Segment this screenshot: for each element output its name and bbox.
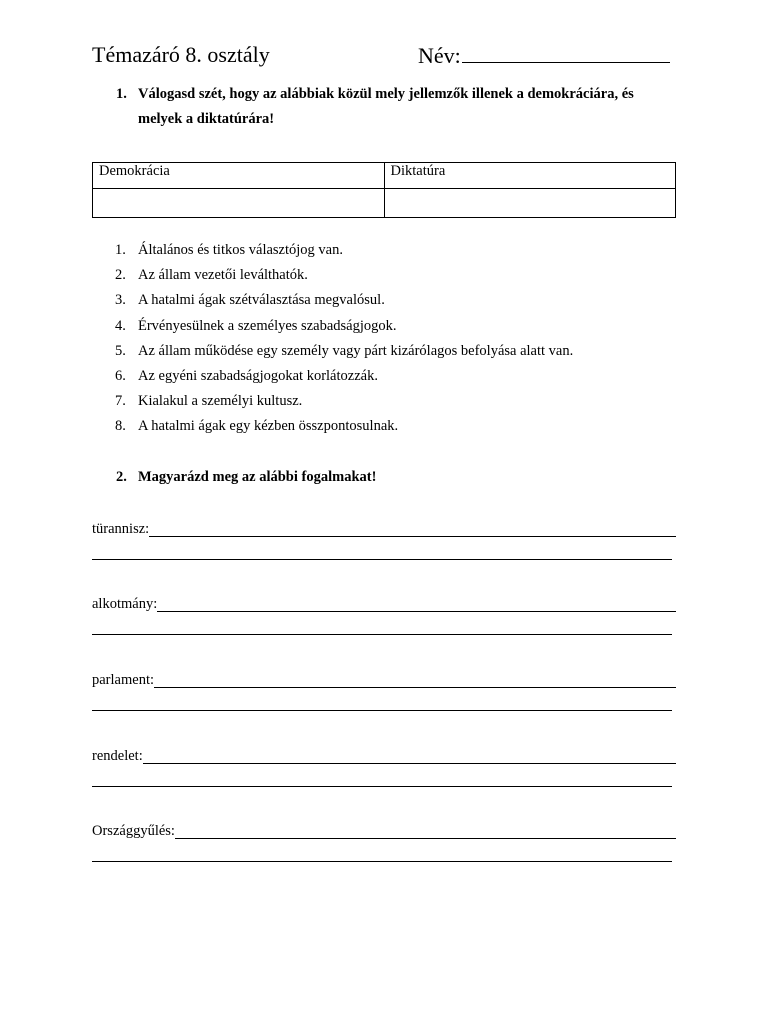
column-header-democracy: Demokrácia (93, 163, 385, 189)
page-title: Témazáró 8. osztály (92, 42, 270, 67)
term-label: parlament: (92, 672, 155, 688)
term-label: alkotmány: (92, 596, 158, 612)
term-label: rendelet: (92, 748, 143, 764)
term-turannisz (92, 519, 676, 560)
question-text: Válogasd szét, hogy az alábbiak közül mely jellemzők illenek a demokráciára, és melyek a diktatúrára! (138, 86, 634, 127)
answer-line[interactable] (92, 539, 672, 560)
answer-cell-dictatorship[interactable] (384, 189, 676, 218)
term-orszaggyules (92, 821, 676, 862)
answer-line[interactable] (175, 824, 676, 839)
answer-line[interactable] (154, 673, 676, 688)
answer-line[interactable] (92, 614, 672, 635)
question-text: Magyarázd meg az alábbi fogalmakat! (138, 469, 377, 485)
answer-line[interactable] (157, 597, 676, 612)
name-blank-line[interactable] (462, 42, 670, 63)
answer-line[interactable] (149, 522, 676, 537)
worksheet-page: Témazáró 8. osztály Név: 1. Válogasd szét, hogy az alábbiak közül mely jellemzők illenek a demokráciára, és melyek a diktatúrára! Demokrácia Diktatúra 1. Általános és titkos választójog van. 2. Az állam vezetői leválthatók. 3. A hatalmi ágak szétválasztása megvalósul. 4. Érvényesülnek a személyes szabadságjogok. 5. Az állam működése egy személy vagy párt kizárólagos befolyása alatt van. 6. Az egyéni szabadságjogokat korlátozzák. 7. Kialakul a személyi kultusz. 8. A hatalmi ágak egy kézben összpontosulnak. 2. Magyarázd meg az alábbi fogalmakat! türannisz: alkotmány: parlament: rendelet: Országgyűlés: (0, 0, 768, 1024)
term-label: Országgyűlés: (92, 823, 175, 839)
table-answer-row (93, 189, 676, 218)
answer-cell-democracy[interactable] (93, 189, 385, 218)
answer-line[interactable] (92, 766, 672, 787)
answer-line[interactable] (92, 690, 672, 711)
table-header-row (93, 163, 676, 189)
question-number: 2. (116, 469, 127, 485)
term-rendelet (92, 746, 676, 787)
classification-table (92, 162, 676, 218)
answer-line[interactable] (143, 749, 676, 764)
name-label: Név: (418, 43, 461, 68)
answer-line[interactable] (92, 841, 672, 862)
column-header-dictatorship: Diktatúra (384, 163, 676, 189)
term-parlament (92, 670, 676, 711)
term-label: türannisz: (92, 521, 150, 537)
question-number: 1. (116, 86, 127, 102)
term-alkotmany (92, 594, 676, 635)
name-field[interactable] (418, 42, 670, 69)
